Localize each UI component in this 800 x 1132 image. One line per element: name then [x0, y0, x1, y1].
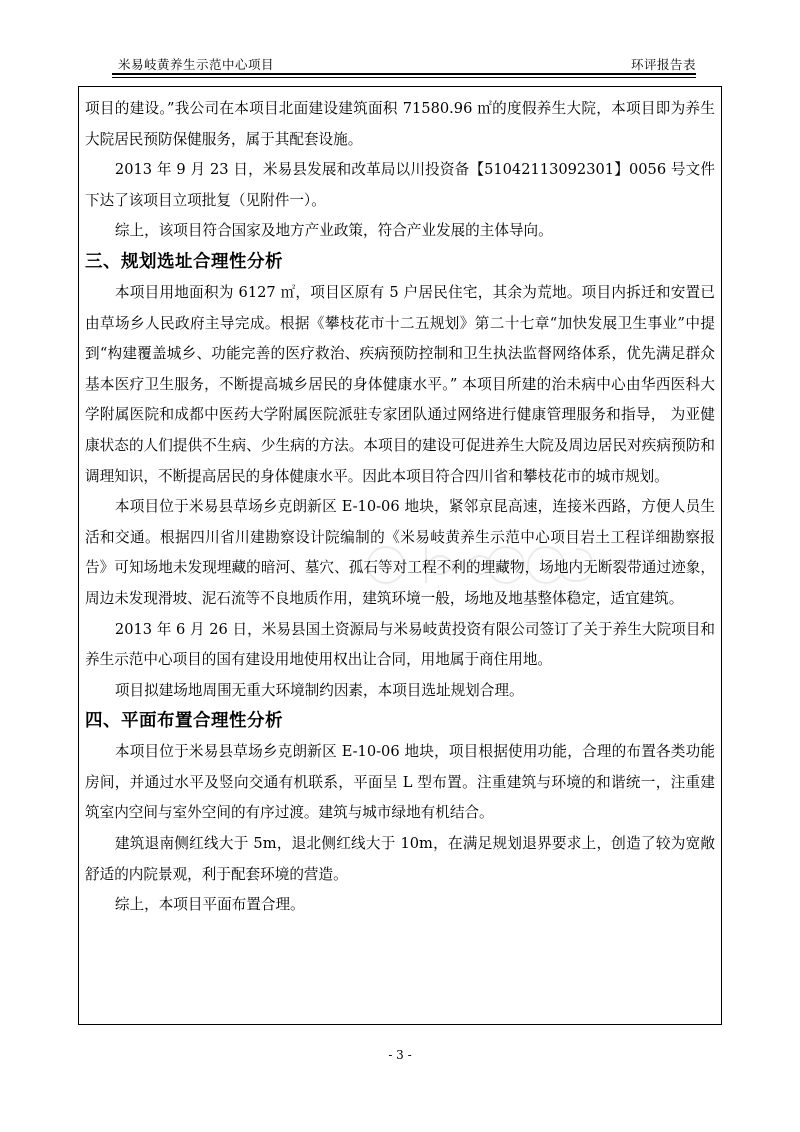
paragraph-intro-continuation: 项目的建设。”我公司在本项目北面建设建筑面积 71580.96 ㎡的度假养生大院，本项目即为养生大院居民预防保健服务，属于其配套设施。: [85, 100, 715, 148]
header-rule-thin: [112, 77, 696, 78]
page-number: - 3 -: [388, 1048, 412, 1062]
paragraph-site-conclusion: 项目拟建场地周围无重大环境制约因素，本项目选址规划合理。: [114, 681, 524, 699]
header-project-title: 米易岐黄养生示范中心项目: [118, 57, 275, 72]
paragraph-layout-description: 本项目位于米易县草场乡克朗新区 E-10-06 地块，项目根据使用功能，合理的布置各类功能房间，并通过水平及竖向交通有机联系，平面呈 L 型布置。注重建筑与环境的和谐统一，注重建筑室内空间与室外空间的有序过渡。建筑与城市绿地有机结合。: [85, 743, 715, 822]
header-report-type: 环评报告表: [630, 57, 696, 72]
paragraph-setback: 建筑退南侧红线大于 5m，退北侧红线大于 10m，在满足规划退界要求上，创造了较为宽敞舒适的内院景观，利于配套环境的营造。: [85, 835, 715, 883]
paragraph-land-use: 本项目用地面积为 6127 ㎡，项目区原有 5 户居民住宅，其余为荒地。项目内拆迁和安置已由草场乡人民政府主导完成。根据《攀枝花市十二五规划》第二十七章“加快发展卫生事业”中提到“构建覆盖城乡、功能完善的医疗救治、疾病预防控制和卫生执法监督网络体系，优先满足群众基本医疗卫生服务，不断提高城乡居民的身体健康水平。” 本项目所建的治未病中心由华西医科大学附属医院和成都中医药大学附属医院派驻专家团队通过网络进行健康管理服务和指导， 为亚健康状态的人们提供不生病、少生病的方法。本项目的建设可促进养生大院及周边居民对疾病预防和调理知识，不断提高居民的身体健康水平。因此本项目符合四川省和攀枝花市的城市规划。: [85, 283, 715, 485]
section-heading-site-selection: 三、规划选址合理性分析: [85, 251, 283, 272]
section-heading-layout: 四、平面布置合理性分析: [85, 711, 283, 732]
paragraph-location-geology: 本项目位于米易县草场乡克朗新区 E-10-06 地块，紧邻京昆高速，连接米西路，方便人员生活和交通。根据四川省川建勘察设计院编制的《米易岐黄养生示范中心项目岩土工程详细勘察报告》可知场地未发现埋藏的暗河、墓穴、孤石等对工程不利的埋藏物，场地内无断裂带通过迹象，周边未发现滑坡、泥石流等不良地质作用，建筑环境一般，场地及地基整体稳定，适宜建筑。: [85, 498, 715, 607]
paragraph-layout-conclusion: 综上，本项目平面布置合理。: [114, 896, 305, 914]
document-body: [85, 94, 715, 921]
paragraph-policy-conclusion: 综上，该项目符合国家及地方产业政策，符合产业发展的主体导向。: [114, 222, 553, 240]
paragraph-land-contract: 2013 年 6 月 26 日，米易县国土资源局与米易岐黄投资有限公司签订了关于养生大院项目和养生示范中心项目的国有建设用地使用权出让合同，用地属于商住用地。: [85, 620, 715, 669]
header-rule-thick: [112, 73, 696, 75]
paragraph-approval: 2013 年 9 月 23 日，米易县发展和改革局以川投资备【51042113092301】0056 号文件下达了该项目立项批复（见附件一）。: [85, 161, 715, 209]
